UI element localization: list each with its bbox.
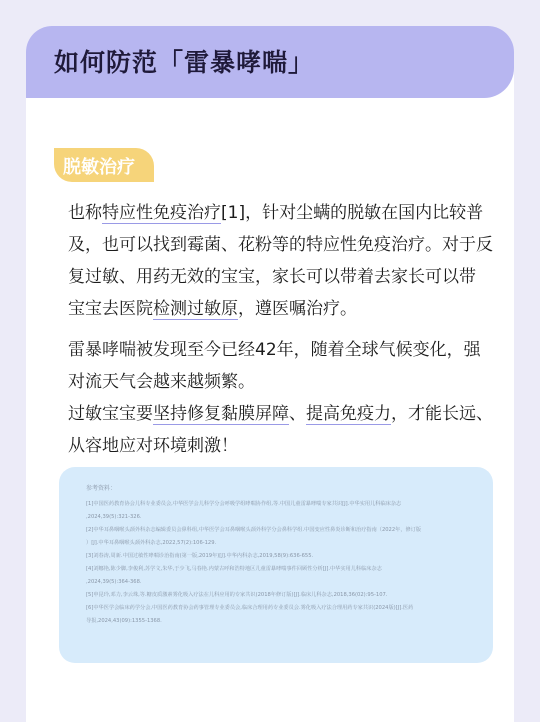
para1-line-1 xyxy=(68,197,488,229)
reference-line: ）[J].中华耳鼻咽喉头颈外科杂志,2022,57(2):106-129. xyxy=(86,540,217,546)
reference-line: 导报,2024,43(09):1355-1368. xyxy=(86,618,162,624)
references-list xyxy=(86,498,496,628)
highlight-immunity: 提高免疫力 xyxy=(306,404,391,424)
reference-line: ,2024,39(5):364-368. xyxy=(86,579,142,585)
para1-text: 也称 xyxy=(68,203,102,223)
reference-line: ,2024,39(5):321-326. xyxy=(86,514,142,520)
section-badge-label: 脱敏治疗 xyxy=(63,157,135,178)
highlight-allergen-test: 检测过敏原 xyxy=(153,299,238,319)
para2-line-1: 雷暴哮喘被发现至今已经42年，随着全球气候变化，强 xyxy=(68,340,481,360)
para1-line-4 xyxy=(68,293,488,325)
para2-text: ，才能长远、 xyxy=(391,404,493,424)
para1-text: 宝宝去医院 xyxy=(68,299,153,319)
para2-line-3 xyxy=(68,398,493,430)
para2-line-4: 从容地应对环境刺激！ xyxy=(68,436,238,456)
paragraph-thunderstorm xyxy=(68,334,493,462)
reference-line: [4]刘娜艳,陈少脚,李俊利,苏学文,朱华,于少飞,马春艳.内蒙古呼和浩特地区儿童雷暴哮喘事件回顾性分析[J].中华实用儿科临床杂志 xyxy=(86,566,382,572)
para1-text: [1]，针对尘螨的脱敏在国内比较普 xyxy=(221,203,484,223)
para1-line-2: 及，也可以找到霉菌、花粉等的特应性免疫治疗。对于反 xyxy=(68,235,493,255)
reference-line: [1]中国医药教育协会儿科专业委员会,中华医学会儿科学分会呼吸学组哮喘协作组,等.中国儿童雷暴哮喘专家共识[J].中华实用儿科临床杂志 xyxy=(86,501,402,507)
para2-text: 过敏宝宝要 xyxy=(68,404,153,424)
para1-line-3: 复过敏、用药无效的宝宝，家长可以带着去家长可以带 xyxy=(68,267,476,287)
reference-line: [6]中华医学会临床药学分会,中国医药教育协会药事管理专业委员会,临床合理用药专业委员会.雾化吸入疗法合理用药专家共识(2024版)[J].医药 xyxy=(86,605,414,611)
highlight-immunotherapy: 特应性免疫治疗 xyxy=(102,203,221,223)
page-title: 如何防范「雷暴哮喘」 xyxy=(54,48,315,77)
para2-text: 、 xyxy=(289,404,306,424)
reference-line: [5]申昆玲,邓力,李云珠,等.糖皮质激素雾化吸入疗法在儿科应用的专家共识(2018年修订版)[J].临床儿科杂志,2018,36(02):95-107. xyxy=(86,592,388,598)
reference-line: [3]刘春涛,周新.中国过敏性哮喘诊治指南(第一版,2019年)[J].中华内科杂志,2019,58(9):636-655. xyxy=(86,553,314,559)
highlight-mucosal-barrier: 坚持修复黏膜屏障 xyxy=(153,404,289,424)
para2-line-2: 对流天气会越来越频繁。 xyxy=(68,372,255,392)
reference-line: [2]中华耳鼻咽喉头颈外科杂志编辑委员会鼻科组,中华医学会耳鼻咽喉头颈外科学分会鼻科学组.中国变应性鼻炎诊断和治疗指南（2022年，修订版 xyxy=(86,527,422,533)
paragraph-desensitization xyxy=(68,197,493,325)
references-title: 参考资料： xyxy=(86,485,117,492)
para1-text: ，遵医嘱治疗。 xyxy=(238,299,357,319)
